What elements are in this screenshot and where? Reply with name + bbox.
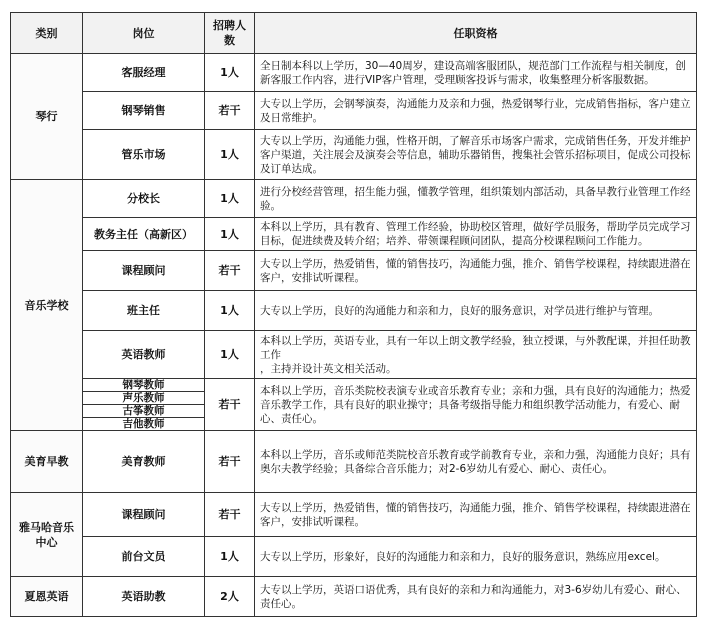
table-row bbox=[11, 291, 697, 331]
requirements-cell: 大专以上学历，形象好，良好的沟通能力和亲和力，良好的服务意识，熟练应用excel。 bbox=[255, 537, 697, 577]
category-cell: 音乐学校 bbox=[11, 180, 83, 431]
count-cell: 2人 bbox=[205, 577, 255, 617]
count-cell: 若干 bbox=[205, 493, 255, 537]
position-cell: 课程顾问 bbox=[83, 251, 205, 291]
table-row bbox=[11, 92, 697, 130]
table-row bbox=[11, 537, 697, 577]
position-cell: 钢琴教师 bbox=[83, 379, 205, 392]
requirements-text-continued: ，主持并设计英文相关活动。 bbox=[260, 362, 397, 375]
requirements-cell: 全日制本科以上学历，30—40周岁，建设高端客服团队，规范部门工作流程与相关制度，创新客服工作内容，进行VIP客户管理，受理顾客投诉与需求，收集整理分析客服数据。 bbox=[255, 54, 697, 92]
requirements-cell: 进行分校经营管理，招生能力强，懂教学管理，组织策划内部活动，具备早教行业管理工作经验。 bbox=[255, 180, 697, 218]
position-cell: 课程顾问 bbox=[83, 493, 205, 537]
category-cell: 美育早教 bbox=[11, 431, 83, 493]
position-cell: 声乐教师 bbox=[83, 392, 205, 405]
requirements-cell: 大专以上学历，英语口语优秀，具有良好的亲和力和沟通能力，对3-6岁幼儿有爱心、耐心、责任心。 bbox=[255, 577, 697, 617]
count-cell: 1人 bbox=[205, 54, 255, 92]
requirements-cell: 大专以上学历，沟通能力强，性格开朗，了解音乐市场客户需求，完成销售任务，开发并维护客户渠道，关注展会及演奏会等信息，辅助乐器销售，搜集社会管乐招标项目，促成公司投标及订单达成。 bbox=[255, 130, 697, 180]
table-header-row bbox=[11, 13, 697, 54]
position-cell: 管乐市场 bbox=[83, 130, 205, 180]
table-row bbox=[11, 180, 697, 218]
header-count: 招聘人数 bbox=[205, 13, 255, 54]
table-row bbox=[11, 331, 697, 379]
position-cell: 英语助教 bbox=[83, 577, 205, 617]
table-row bbox=[11, 577, 697, 617]
table-row bbox=[11, 493, 697, 537]
position-cell: 吉他教师 bbox=[83, 418, 205, 431]
position-cell: 钢琴销售 bbox=[83, 92, 205, 130]
count-cell: 若干 bbox=[205, 251, 255, 291]
count-cell: 1人 bbox=[205, 331, 255, 379]
requirements-text: 本科以上学历，英语专业，具有一年以上朗文教学经验，独立授课，与外教配课，并担任助教工作 bbox=[260, 334, 691, 361]
table-row bbox=[11, 431, 697, 493]
requirements-cell: 大专以上学历，良好的沟通能力和亲和力，良好的服务意识，对学员进行维护与管理。 bbox=[255, 291, 697, 331]
count-cell: 若干 bbox=[205, 92, 255, 130]
position-cell: 客服经理 bbox=[83, 54, 205, 92]
recruitment-table bbox=[10, 12, 697, 617]
table-row bbox=[11, 379, 697, 392]
table-row bbox=[11, 54, 697, 92]
category-cell: 雅马哈音乐中心 bbox=[11, 493, 83, 577]
count-cell: 1人 bbox=[205, 180, 255, 218]
position-cell: 分校长 bbox=[83, 180, 205, 218]
count-cell: 1人 bbox=[205, 291, 255, 331]
position-cell: 前台文员 bbox=[83, 537, 205, 577]
count-cell: 1人 bbox=[205, 537, 255, 577]
position-cell: 教务主任（高新区） bbox=[83, 218, 205, 251]
recruitment-table-sheet bbox=[10, 12, 696, 617]
requirements-cell: 本科以上学历，音乐类院校表演专业或音乐教育专业；亲和力强，具有良好的沟通能力；热爱音乐教学工作，具有良好的职业操守；具备考级指导能力和组织教学活动能力，有爱心、耐心、责任心。 bbox=[255, 379, 697, 431]
header-position: 岗位 bbox=[83, 13, 205, 54]
header-category: 类别 bbox=[11, 13, 83, 54]
position-cell: 古筝教师 bbox=[83, 405, 205, 418]
count-cell: 1人 bbox=[205, 130, 255, 180]
requirements-cell: 大专以上学历，热爱销售，懂的销售技巧，沟通能力强，推介、销售学校课程，持续跟进潜在客户，安排试听课程。 bbox=[255, 251, 697, 291]
table-row bbox=[11, 251, 697, 291]
category-cell: 琴行 bbox=[11, 54, 83, 180]
count-cell: 1人 bbox=[205, 218, 255, 251]
requirements-cell: 大专以上学历，热爱销售，懂的销售技巧，沟通能力强，推介、销售学校课程，持续跟进潜在客户，安排试听课程。 bbox=[255, 493, 697, 537]
position-cell: 班主任 bbox=[83, 291, 205, 331]
requirements-cell: 本科以上学历，音乐或师范类院校音乐教育或学前教育专业，亲和力强，沟通能力良好；具有奥尔夫教学经验；具备综合音乐能力；对2-6岁幼儿有爱心、耐心、责任心。 bbox=[255, 431, 697, 493]
count-cell: 若干 bbox=[205, 379, 255, 431]
table-row bbox=[11, 130, 697, 180]
category-cell: 夏恩英语 bbox=[11, 577, 83, 617]
position-cell: 英语教师 bbox=[83, 331, 205, 379]
requirements-cell: 大专以上学历，会钢琴演奏，沟通能力及亲和力强，热爱钢琴行业，完成销售指标，客户建立及日常维护。 bbox=[255, 92, 697, 130]
position-cell: 美育教师 bbox=[83, 431, 205, 493]
header-requirements: 任职资格 bbox=[255, 13, 697, 54]
table-row bbox=[11, 218, 697, 251]
requirements-cell: 本科以上学历，具有教育、管理工作经验，协助校区管理，做好学员服务，帮助学员完成学习目标，促进续费及转介绍；培养、带领课程顾问团队，提高分校课程顾问工作能力。 bbox=[255, 218, 697, 251]
count-cell: 若干 bbox=[205, 431, 255, 493]
requirements-cell bbox=[255, 331, 697, 379]
